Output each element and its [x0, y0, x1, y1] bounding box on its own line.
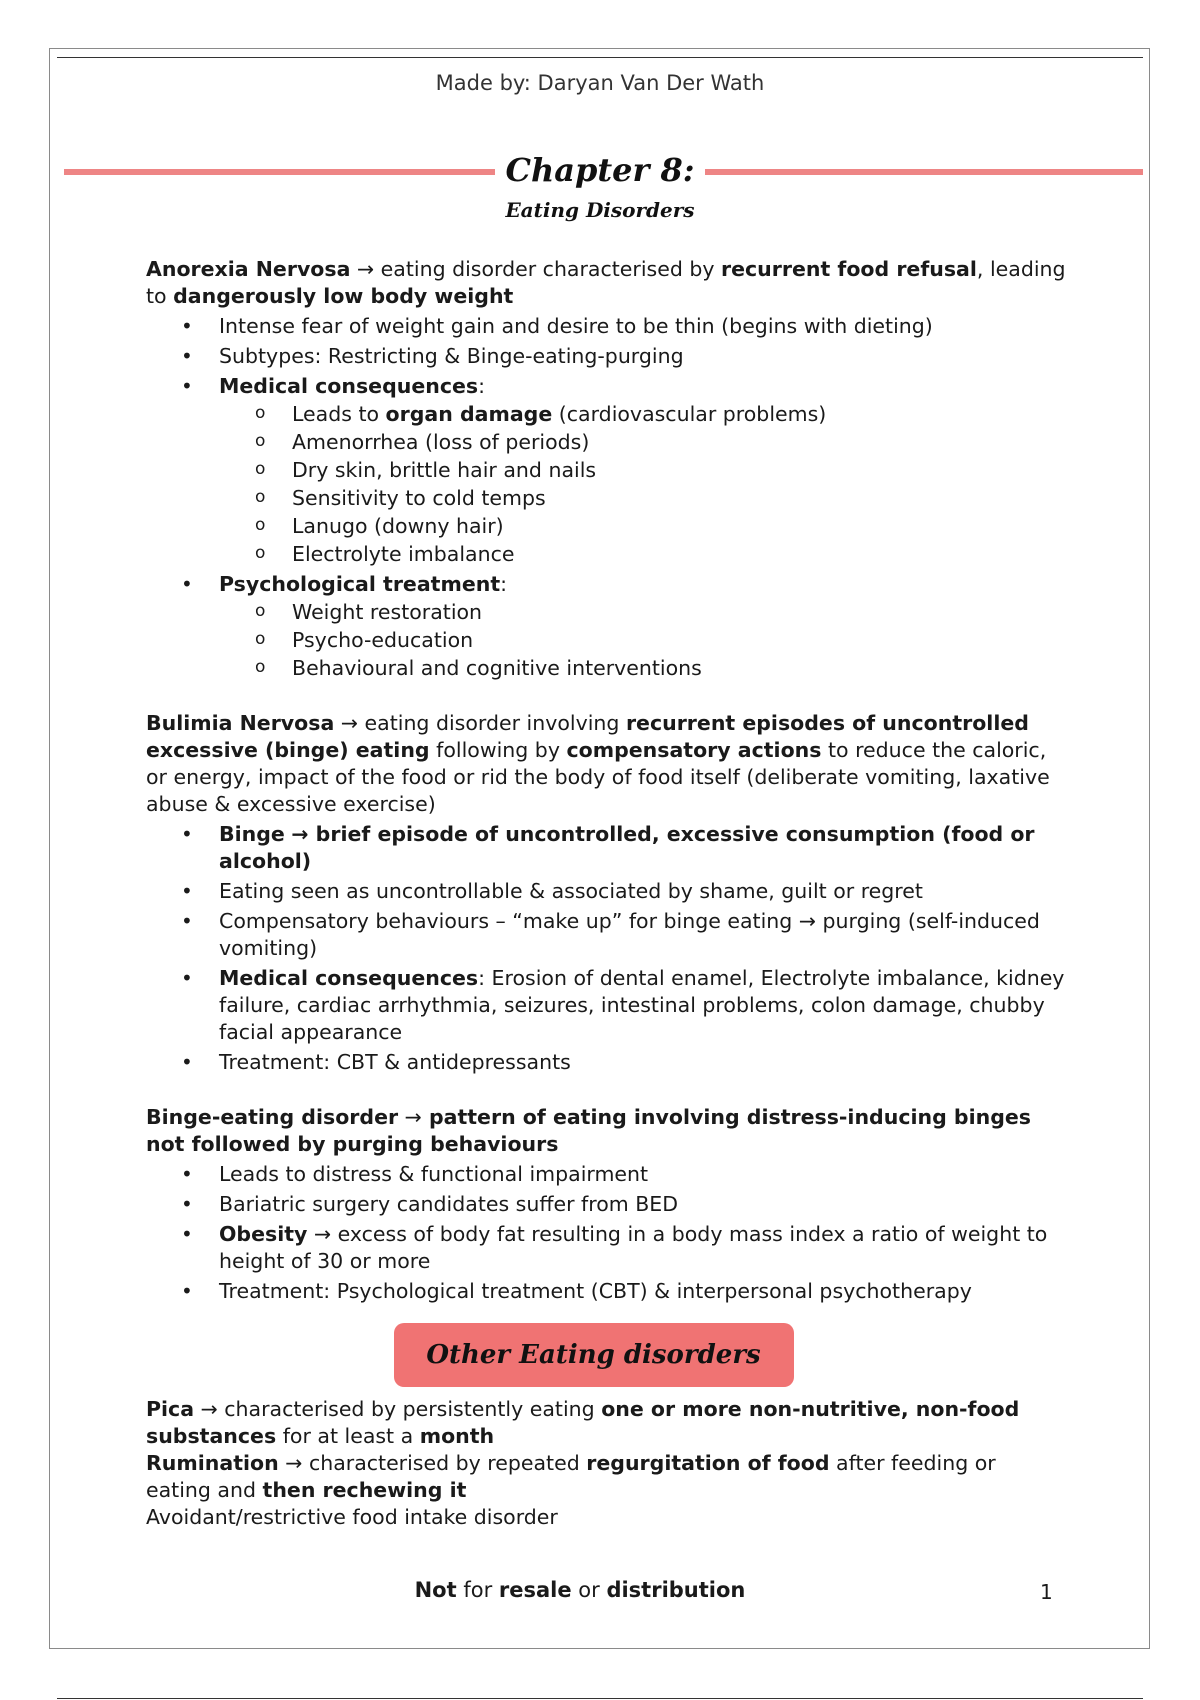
bulimia-definition: [146, 710, 1066, 818]
term: Bulimia Nervosa: [146, 711, 335, 735]
list-item: [146, 1221, 1066, 1275]
arrow-icon: →: [313, 1222, 332, 1246]
list-item: [146, 1049, 1066, 1076]
sub-list-item: o Electrolyte imbalance: [219, 540, 1066, 568]
text-bold: resale: [498, 1578, 572, 1602]
arrow-icon: →: [404, 1105, 422, 1129]
text: Eating seen as uncontrollable & associated by shame, guilt or regret: [219, 879, 923, 903]
list-item: [146, 1191, 1066, 1218]
notes-body: [146, 256, 1066, 1531]
text: (cardiovascular problems): [552, 402, 827, 426]
list-item: [146, 313, 1066, 340]
list-item: [146, 965, 1066, 1046]
list-item: [146, 1161, 1066, 1188]
medical-sublist: [219, 400, 1066, 568]
text-bold: then rechewing it: [262, 1478, 467, 1502]
text-bold: regurgitation of food: [586, 1451, 830, 1475]
arrow-icon: →: [356, 257, 375, 281]
sub-list-item: o Amenorrhea (loss of periods): [219, 428, 1066, 456]
section-gap: [146, 685, 1066, 710]
text-bold: recurrent episodes of uncontrolled excessive (binge) eating: [146, 711, 1029, 762]
anorexia-definition: [146, 256, 1066, 310]
sub-list-item: o Sensitivity to cold temps: [219, 484, 1066, 512]
list-item: [146, 373, 1066, 568]
term: Binge-eating disorder: [146, 1105, 399, 1129]
chapter-title: Chapter 8:: [495, 151, 704, 189]
chapter-title-wrap: [0, 150, 1200, 190]
text: after feeding or eating and: [146, 1451, 996, 1502]
text-bold: pattern of eating involving distress-inducing binges not followed by purging behaviours: [146, 1105, 1031, 1156]
sub-list-item: o Lanugo (downy hair): [219, 512, 1066, 540]
text: : Erosion of dental enamel, Electrolyte imbalance, kidney failure, cardiac arrhythmia, seizures, intestinal problems, colon damage, chubby facial appearance: [219, 966, 1065, 1044]
text: Compensatory behaviours – “make up” for binge eating: [219, 909, 799, 933]
text: characterised by persistently eating: [217, 1397, 602, 1421]
text: Leads to: [292, 402, 386, 426]
rumination-definition: [146, 1450, 1066, 1504]
binge-eating-definition: [146, 1104, 1066, 1158]
text-bold: one or more non-nutritive, non-food substances: [146, 1397, 1020, 1448]
sub-list-item: o Weight restoration: [219, 598, 1066, 626]
text-bold: Binge: [219, 822, 285, 846]
pica-definition: [146, 1396, 1066, 1450]
text-bold: recurrent food refusal: [721, 257, 977, 281]
arrow-icon: →: [798, 909, 817, 933]
list-item: [146, 343, 1066, 370]
term: Anorexia Nervosa: [146, 257, 351, 281]
sub-list-item: o Psycho-education: [219, 626, 1066, 654]
text: Treatment: CBT & antidepressants: [219, 1050, 571, 1074]
text-bold: brief episode of uncontrolled, excessive consumption (food or alcohol): [219, 822, 1035, 873]
sub-list-item: o Dry skin, brittle hair and nails: [219, 456, 1066, 484]
list-item: [146, 571, 1066, 682]
section-gap: [146, 1079, 1066, 1104]
text: purging (self-induced vomiting): [219, 909, 1040, 960]
list-item: [146, 878, 1066, 905]
text-bold: distribution: [606, 1578, 746, 1602]
text-bold: dangerously low body weight: [173, 284, 514, 308]
term: Rumination: [146, 1451, 279, 1475]
text-bold: Psychological treatment: [219, 572, 501, 596]
list-item: [146, 1278, 1066, 1305]
other-heading-wrap: [146, 1323, 1066, 1387]
bottom-divider: [57, 1698, 1143, 1699]
text-bold: Medical consequences: [219, 966, 479, 990]
term: Pica: [146, 1397, 195, 1421]
text-bold: Medical consequences: [219, 374, 479, 398]
text: eating disorder involving: [358, 711, 626, 735]
text: for: [456, 1578, 499, 1602]
text: Subtypes: Restricting & Binge-eating-purging: [219, 344, 684, 368]
arrow-icon: →: [291, 822, 309, 846]
text-bold: compensatory actions: [566, 738, 822, 762]
arrow-icon: →: [340, 711, 359, 735]
text: excess of body fat resulting in a body mass index a ratio of weight to height of 30 or more: [219, 1222, 1048, 1273]
bulimia-list: [146, 821, 1066, 1076]
text: or: [571, 1578, 607, 1602]
author-credit: Made by: Daryan Van Der Wath: [435, 71, 765, 95]
arrow-icon: →: [200, 1397, 218, 1421]
text: to reduce the caloric, or energy, impact of the food or rid the body of food itself (deliberate vomiting, laxative abuse & excessive exercise): [146, 738, 1050, 816]
sub-list-item: o Behavioural and cognitive interventions: [219, 654, 1066, 682]
list-item: [146, 821, 1066, 875]
text: Treatment: Psychological treatment (CBT) & interpersonal psychotherapy: [219, 1279, 972, 1303]
text: characterised by repeated: [302, 1451, 587, 1475]
other-eating-disorders-heading: Other Eating disorders: [394, 1323, 794, 1387]
page-number: 1: [1040, 1580, 1053, 1604]
arrow-icon: →: [285, 1451, 303, 1475]
treatment-sublist: [219, 598, 1066, 682]
chapter-subtitle: Eating Disorders: [505, 198, 695, 222]
anorexia-list: [146, 313, 1066, 682]
text: , leading to: [146, 257, 1066, 308]
text-bold: Not: [414, 1578, 457, 1602]
text-bold: month: [419, 1424, 495, 1448]
text-bold: Obesity: [219, 1222, 308, 1246]
text: for at least a: [276, 1424, 420, 1448]
text: :: [500, 572, 508, 596]
footer-notice: [0, 1578, 1160, 1602]
sub-list-item: [219, 400, 1066, 428]
text: following by: [429, 738, 567, 762]
text: Bariatric surgery candidates suffer from BED: [219, 1192, 679, 1216]
list-item: [146, 908, 1066, 962]
text: Intense fear of weight gain and desire to be thin (begins with dieting): [219, 314, 933, 338]
arfid-line: Avoidant/restrictive food intake disorder: [146, 1505, 558, 1529]
text: Leads to distress & functional impairment: [219, 1162, 649, 1186]
text: :: [478, 374, 486, 398]
top-divider: [57, 57, 1143, 58]
text: eating disorder characterised by: [374, 257, 722, 281]
text-bold: organ damage: [385, 402, 553, 426]
binge-eating-list: [146, 1161, 1066, 1305]
